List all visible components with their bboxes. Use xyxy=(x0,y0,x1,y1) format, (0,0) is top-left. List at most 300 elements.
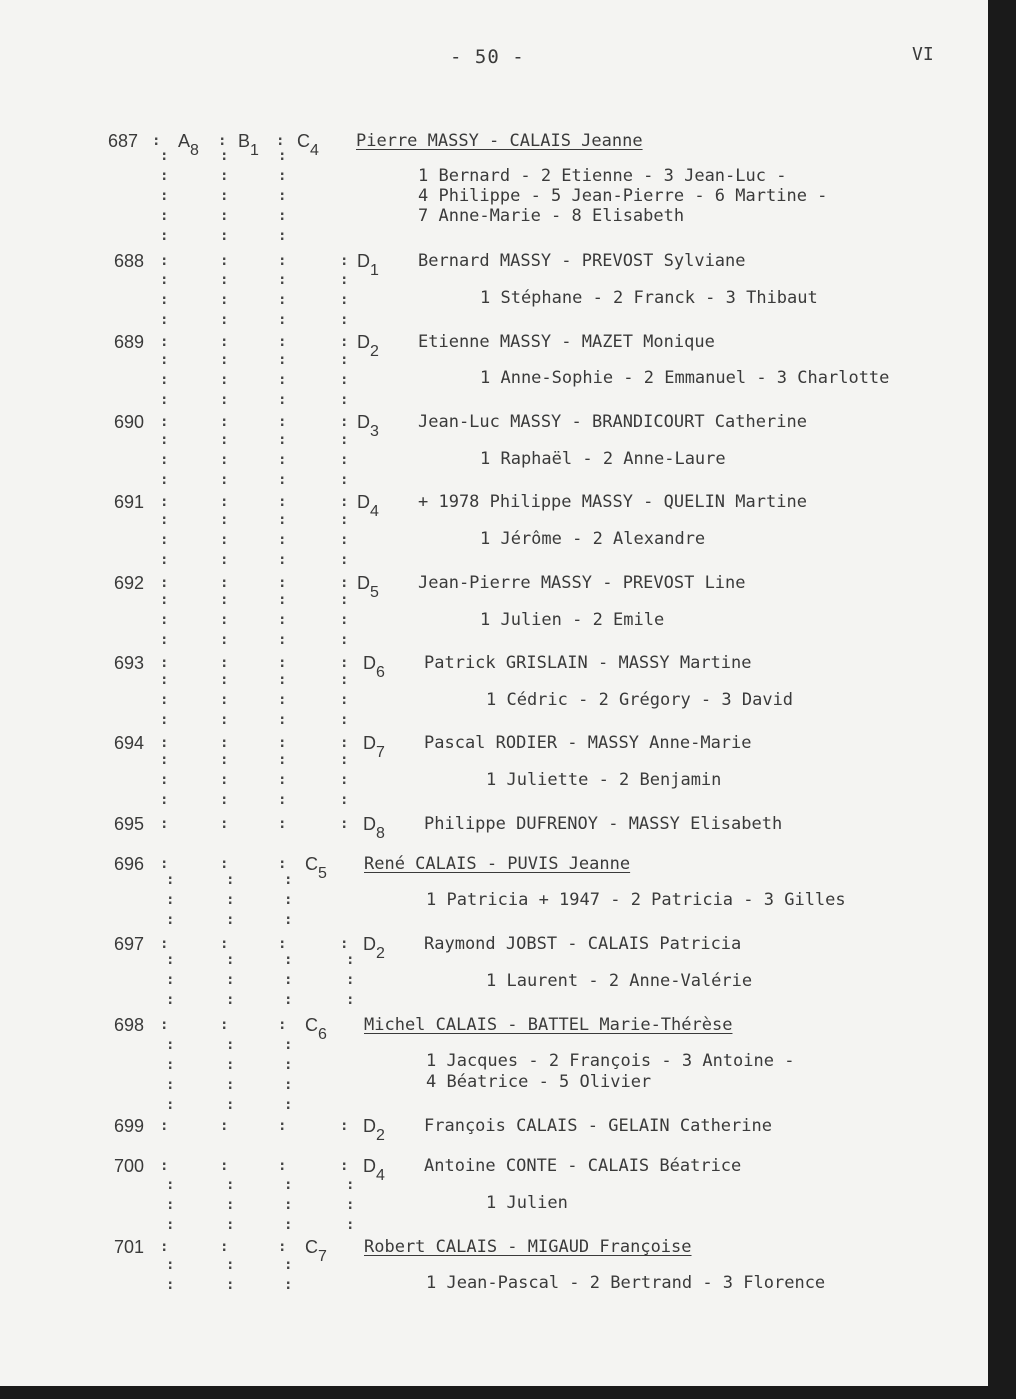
column-separator: : xyxy=(278,334,287,350)
column-separator: : xyxy=(160,1118,169,1134)
children-line: 1 Raphaël - 2 Anne-Laure xyxy=(480,449,726,469)
column-separator: : xyxy=(340,1158,349,1174)
column-separator: : xyxy=(220,1118,229,1134)
label-subscript: 4 xyxy=(370,503,379,520)
column-separator: : xyxy=(160,816,169,832)
column-separator: : xyxy=(166,892,175,908)
column-separator: : xyxy=(278,208,287,224)
label-letter: D xyxy=(363,1156,376,1176)
label-subscript: 5 xyxy=(318,865,327,882)
column-separator: : xyxy=(276,133,285,149)
couple-heading: Michel CALAIS - BATTEL Marie-Thérèse xyxy=(364,1015,733,1035)
column-separator: : xyxy=(220,452,229,468)
column-separator: : xyxy=(220,352,229,368)
column-separator: : xyxy=(160,334,169,350)
column-separator: : xyxy=(284,872,293,888)
column-separator: : xyxy=(220,612,229,628)
column-separator: : xyxy=(220,208,229,224)
column-separator: : xyxy=(340,752,349,768)
column-separator: : xyxy=(340,552,349,568)
label-letter: D xyxy=(363,653,376,673)
column-separator: : xyxy=(160,532,169,548)
generation-label xyxy=(357,492,379,520)
column-separator: : xyxy=(340,592,349,608)
couple-heading: Pierre MASSY - CALAIS Jeanne xyxy=(356,131,643,151)
column-separator: : xyxy=(226,1257,235,1273)
column-separator: : xyxy=(284,1037,293,1053)
column-separator: : xyxy=(278,272,287,288)
couple-heading: + 1978 Philippe MASSY - QUELIN Martine xyxy=(418,492,807,512)
column-separator: : xyxy=(278,632,287,648)
generation-label xyxy=(305,1237,327,1265)
column-separator: : xyxy=(160,735,169,751)
column-separator: : xyxy=(160,792,169,808)
column-separator: : xyxy=(220,692,229,708)
column-separator: : xyxy=(226,1277,235,1293)
generation-label xyxy=(363,733,385,761)
column-separator: : xyxy=(278,692,287,708)
column-separator: : xyxy=(284,1217,293,1233)
column-separator: : xyxy=(166,1197,175,1213)
generation-label xyxy=(357,251,379,279)
column-separator: : xyxy=(226,892,235,908)
generation-label xyxy=(363,653,385,681)
generation-label-b xyxy=(238,131,259,159)
column-separator: : xyxy=(160,414,169,430)
column-separator: : xyxy=(346,1197,355,1213)
column-separator: : xyxy=(346,972,355,988)
generation-label xyxy=(357,332,379,360)
column-separator: : xyxy=(340,692,349,708)
column-separator: : xyxy=(284,1277,293,1293)
column-separator: : xyxy=(160,272,169,288)
column-separator: : xyxy=(166,1257,175,1273)
column-separator: : xyxy=(160,1017,169,1033)
column-separator: : xyxy=(160,432,169,448)
generation-label xyxy=(297,131,319,159)
column-separator: : xyxy=(220,712,229,728)
column-separator: : xyxy=(166,992,175,1008)
generation-label xyxy=(363,1116,385,1144)
column-separator: : xyxy=(160,292,169,308)
label-letter: D xyxy=(357,412,370,432)
label-subscript: 1 xyxy=(250,142,259,159)
column-separator: : xyxy=(284,1257,293,1273)
column-separator: : xyxy=(340,253,349,269)
column-separator: : xyxy=(278,228,287,244)
column-separator: : xyxy=(166,972,175,988)
label-subscript: 4 xyxy=(310,142,319,159)
entry-number: 696 xyxy=(114,854,145,874)
column-separator: : xyxy=(160,253,169,269)
column-separator: : xyxy=(346,1217,355,1233)
generation-label xyxy=(305,1015,327,1043)
children-line: 4 Philippe - 5 Jean-Pierre - 6 Martine - xyxy=(418,186,828,206)
generation-label xyxy=(357,573,379,601)
entry-number: 698 xyxy=(114,1015,145,1035)
column-separator: : xyxy=(160,592,169,608)
column-separator: : xyxy=(220,655,229,671)
children-line: 1 Anne-Sophie - 2 Emmanuel - 3 Charlotte xyxy=(480,368,890,388)
children-line: 1 Laurent - 2 Anne-Valérie xyxy=(486,971,753,991)
column-separator: : xyxy=(278,148,287,164)
section-number: VI xyxy=(912,44,934,65)
label-letter: D xyxy=(357,332,370,352)
column-separator: : xyxy=(278,936,287,952)
generation-label xyxy=(357,412,379,440)
column-separator: : xyxy=(278,432,287,448)
column-separator: : xyxy=(166,1037,175,1053)
column-separator: : xyxy=(160,1158,169,1174)
label-subscript: 8 xyxy=(376,825,385,842)
column-separator: : xyxy=(220,512,229,528)
couple-heading: Pascal RODIER - MASSY Anne-Marie xyxy=(424,733,752,753)
children-line: 1 Julien xyxy=(486,1193,568,1213)
column-separator: : xyxy=(278,792,287,808)
column-separator: : xyxy=(340,452,349,468)
column-separator: : xyxy=(160,552,169,568)
column-separator: : xyxy=(166,952,175,968)
couple-heading: René CALAIS - PUVIS Jeanne xyxy=(364,854,631,874)
column-separator: : xyxy=(220,856,229,872)
column-separator: : xyxy=(278,292,287,308)
page-number: - 50 - xyxy=(450,46,525,68)
label-letter: D xyxy=(357,492,370,512)
column-separator: : xyxy=(340,432,349,448)
column-separator: : xyxy=(278,512,287,528)
entry-number: 692 xyxy=(114,573,145,593)
label-letter: D xyxy=(363,733,376,753)
column-separator: : xyxy=(284,992,293,1008)
column-separator: : xyxy=(166,912,175,928)
label-subscript: 7 xyxy=(318,1248,327,1265)
column-separator: : xyxy=(160,712,169,728)
column-separator: : xyxy=(226,972,235,988)
column-separator: : xyxy=(278,392,287,408)
column-separator: : xyxy=(278,735,287,751)
generation-label xyxy=(363,814,385,842)
column-separator: : xyxy=(340,292,349,308)
column-separator: : xyxy=(278,1239,287,1255)
label-subscript: 1 xyxy=(370,262,379,279)
column-separator: : xyxy=(340,816,349,832)
entry-number: 700 xyxy=(114,1156,145,1176)
entry-number: 687 xyxy=(108,131,139,151)
column-separator: : xyxy=(278,494,287,510)
column-separator: : xyxy=(226,872,235,888)
entry-number: 688 xyxy=(114,251,145,271)
column-separator: : xyxy=(220,575,229,591)
label-letter: C xyxy=(305,1015,318,1035)
couple-heading: Etienne MASSY - MAZET Monique xyxy=(418,332,715,352)
column-separator: : xyxy=(160,752,169,768)
column-separator: : xyxy=(220,494,229,510)
column-separator: : xyxy=(160,312,169,328)
column-separator: : xyxy=(160,936,169,952)
column-separator: : xyxy=(160,612,169,628)
column-separator: : xyxy=(160,494,169,510)
column-separator: : xyxy=(220,1017,229,1033)
column-separator: : xyxy=(278,472,287,488)
column-separator: : xyxy=(284,912,293,928)
column-separator: : xyxy=(160,472,169,488)
column-separator: : xyxy=(220,272,229,288)
column-separator: : xyxy=(220,432,229,448)
column-separator: : xyxy=(284,952,293,968)
column-separator: : xyxy=(278,575,287,591)
column-separator: : xyxy=(278,1118,287,1134)
column-separator: : xyxy=(220,253,229,269)
column-separator: : xyxy=(278,655,287,671)
column-separator: : xyxy=(340,472,349,488)
label-letter: B xyxy=(238,131,251,151)
column-separator: : xyxy=(160,168,169,184)
label-subscript: 8 xyxy=(190,142,199,159)
column-separator: : xyxy=(284,1177,293,1193)
column-separator: : xyxy=(220,188,229,204)
column-separator: : xyxy=(160,856,169,872)
column-separator: : xyxy=(220,334,229,350)
column-separator: : xyxy=(278,592,287,608)
label-letter: D xyxy=(363,1116,376,1136)
column-separator: : xyxy=(220,772,229,788)
entry-number: 701 xyxy=(114,1237,145,1257)
column-separator: : xyxy=(340,612,349,628)
column-separator: : xyxy=(166,872,175,888)
column-separator: : xyxy=(278,312,287,328)
generation-label xyxy=(363,1156,385,1184)
column-separator: : xyxy=(340,334,349,350)
column-separator: : xyxy=(166,1057,175,1073)
column-separator: : xyxy=(340,532,349,548)
column-separator: : xyxy=(278,532,287,548)
column-separator: : xyxy=(226,1197,235,1213)
column-separator: : xyxy=(160,228,169,244)
column-separator: : xyxy=(220,532,229,548)
couple-heading: Raymond JOBST - CALAIS Patricia xyxy=(424,934,742,954)
couple-heading: Jean-Pierre MASSY - PREVOST Line xyxy=(418,573,746,593)
label-subscript: 2 xyxy=(376,1127,385,1144)
couple-heading: François CALAIS - GELAIN Catherine xyxy=(424,1116,772,1136)
children-line: 1 Patricia + 1947 - 2 Patricia - 3 Gilles xyxy=(426,890,846,910)
column-separator: : xyxy=(340,792,349,808)
entry-number: 694 xyxy=(114,733,145,753)
column-separator: : xyxy=(220,228,229,244)
column-separator: : xyxy=(160,148,169,164)
children-line: 1 Juliette - 2 Benjamin xyxy=(486,770,722,790)
column-separator: : xyxy=(166,1217,175,1233)
column-separator: : xyxy=(226,992,235,1008)
column-separator: : xyxy=(278,1017,287,1033)
column-separator: : xyxy=(346,992,355,1008)
column-separator: : xyxy=(160,772,169,788)
label-letter: C xyxy=(305,1237,318,1257)
children-line: 4 Béatrice - 5 Olivier xyxy=(426,1072,652,1092)
couple-heading: Bernard MASSY - PREVOST Sylviane xyxy=(418,251,746,271)
column-separator: : xyxy=(278,253,287,269)
column-separator: : xyxy=(220,472,229,488)
column-separator: : xyxy=(278,856,287,872)
column-separator: : xyxy=(226,1077,235,1093)
children-line: 1 Jean-Pascal - 2 Bertrand - 3 Florence xyxy=(426,1273,826,1293)
column-separator: : xyxy=(220,552,229,568)
label-subscript: 5 xyxy=(370,584,379,601)
label-subscript: 2 xyxy=(370,343,379,360)
label-letter: D xyxy=(363,814,376,834)
label-letter: C xyxy=(297,131,310,151)
couple-heading: Antoine CONTE - CALAIS Béatrice xyxy=(424,1156,742,1176)
column-separator: : xyxy=(226,1057,235,1073)
column-separator: : xyxy=(278,816,287,832)
column-separator: : xyxy=(284,1197,293,1213)
column-separator: : xyxy=(160,208,169,224)
label-subscript: 4 xyxy=(376,1167,385,1184)
column-separator: : xyxy=(278,612,287,628)
column-separator: : xyxy=(220,735,229,751)
column-separator: : xyxy=(278,352,287,368)
column-separator: : xyxy=(340,272,349,288)
entry-number: 689 xyxy=(114,332,145,352)
column-separator: : xyxy=(160,512,169,528)
column-separator: : xyxy=(278,1158,287,1174)
label-subscript: 7 xyxy=(376,744,385,761)
entry-number: 691 xyxy=(114,492,145,512)
column-separator: : xyxy=(160,452,169,468)
column-separator: : xyxy=(278,168,287,184)
column-separator: : xyxy=(340,655,349,671)
column-separator: : xyxy=(278,752,287,768)
column-separator: : xyxy=(220,168,229,184)
column-separator: : xyxy=(220,592,229,608)
column-separator: : xyxy=(340,494,349,510)
column-separator: : xyxy=(160,372,169,388)
couple-heading: Jean-Luc MASSY - BRANDICOURT Catherine xyxy=(418,412,807,432)
column-separator: : xyxy=(340,575,349,591)
column-separator: : xyxy=(220,1158,229,1174)
column-separator: : xyxy=(220,414,229,430)
column-separator: : xyxy=(284,1097,293,1113)
label-letter: D xyxy=(357,251,370,271)
generation-label-a xyxy=(178,131,199,159)
column-separator: : xyxy=(340,936,349,952)
label-subscript: 6 xyxy=(376,664,385,681)
column-separator: : xyxy=(220,632,229,648)
column-separator: : xyxy=(220,392,229,408)
column-separator: : xyxy=(220,672,229,688)
column-separator: : xyxy=(340,672,349,688)
label-letter: C xyxy=(305,854,318,874)
column-separator: : xyxy=(340,1118,349,1134)
column-separator: : xyxy=(284,892,293,908)
column-separator: : xyxy=(220,148,229,164)
children-line: 1 Stéphane - 2 Franck - 3 Thibaut xyxy=(480,288,818,308)
label-subscript: 3 xyxy=(370,423,379,440)
label-letter: D xyxy=(363,934,376,954)
column-separator: : xyxy=(160,692,169,708)
label-subscript: 2 xyxy=(376,945,385,962)
column-separator: : xyxy=(278,672,287,688)
entry-number: 697 xyxy=(114,934,145,954)
column-separator: : xyxy=(166,1097,175,1113)
children-line: 1 Jacques - 2 François - 3 Antoine - xyxy=(426,1051,795,1071)
column-separator: : xyxy=(346,1177,355,1193)
column-separator: : xyxy=(220,292,229,308)
column-separator: : xyxy=(160,655,169,671)
children-line: 7 Anne-Marie - 8 Elisabeth xyxy=(418,206,685,226)
column-separator: : xyxy=(278,414,287,430)
label-letter: D xyxy=(357,573,370,593)
children-line: 1 Julien - 2 Emile xyxy=(480,610,665,630)
column-separator: : xyxy=(278,452,287,468)
column-separator: : xyxy=(278,372,287,388)
column-separator: : xyxy=(220,752,229,768)
column-separator: : xyxy=(340,712,349,728)
column-separator: : xyxy=(226,1037,235,1053)
column-separator: : xyxy=(284,1057,293,1073)
scan-border-right xyxy=(988,0,1016,1399)
couple-heading: Robert CALAIS - MIGAUD Françoise xyxy=(364,1237,692,1257)
column-separator: : xyxy=(284,1077,293,1093)
entry-number: 699 xyxy=(114,1116,145,1136)
column-separator: : xyxy=(160,352,169,368)
column-separator: : xyxy=(278,552,287,568)
column-separator: : xyxy=(340,352,349,368)
column-separator: : xyxy=(340,414,349,430)
entry-number: 690 xyxy=(114,412,145,432)
column-separator: : xyxy=(340,632,349,648)
couple-heading: Philippe DUFRENOY - MASSY Elisabeth xyxy=(424,814,783,834)
column-separator: : xyxy=(226,952,235,968)
column-separator: : xyxy=(152,133,161,149)
column-separator: : xyxy=(226,1097,235,1113)
column-separator: : xyxy=(346,952,355,968)
column-separator: : xyxy=(220,372,229,388)
children-line: 1 Jérôme - 2 Alexandre xyxy=(480,529,706,549)
column-separator: : xyxy=(218,133,227,149)
column-separator: : xyxy=(226,1217,235,1233)
children-line: 1 Cédric - 2 Grégory - 3 David xyxy=(486,690,794,710)
column-separator: : xyxy=(284,972,293,988)
column-separator: : xyxy=(278,712,287,728)
column-separator: : xyxy=(160,392,169,408)
column-separator: : xyxy=(160,188,169,204)
entry-number: 693 xyxy=(114,653,145,673)
column-separator: : xyxy=(340,392,349,408)
column-separator: : xyxy=(340,772,349,788)
column-separator: : xyxy=(220,816,229,832)
column-separator: : xyxy=(160,672,169,688)
column-separator: : xyxy=(226,912,235,928)
column-separator: : xyxy=(160,575,169,591)
column-separator: : xyxy=(160,1239,169,1255)
label-letter: A xyxy=(178,131,191,151)
label-subscript: 6 xyxy=(318,1026,327,1043)
column-separator: : xyxy=(278,772,287,788)
column-separator: : xyxy=(220,792,229,808)
children-line: 1 Bernard - 2 Etienne - 3 Jean-Luc - xyxy=(418,166,787,186)
scan-border-bottom xyxy=(0,1386,1016,1399)
column-separator: : xyxy=(340,512,349,528)
column-separator: : xyxy=(340,372,349,388)
generation-label xyxy=(305,854,327,882)
column-separator: : xyxy=(340,312,349,328)
column-separator: : xyxy=(226,1177,235,1193)
column-separator: : xyxy=(278,188,287,204)
entry-number: 695 xyxy=(114,814,145,834)
column-separator: : xyxy=(220,312,229,328)
column-separator: : xyxy=(220,936,229,952)
column-separator: : xyxy=(166,1077,175,1093)
